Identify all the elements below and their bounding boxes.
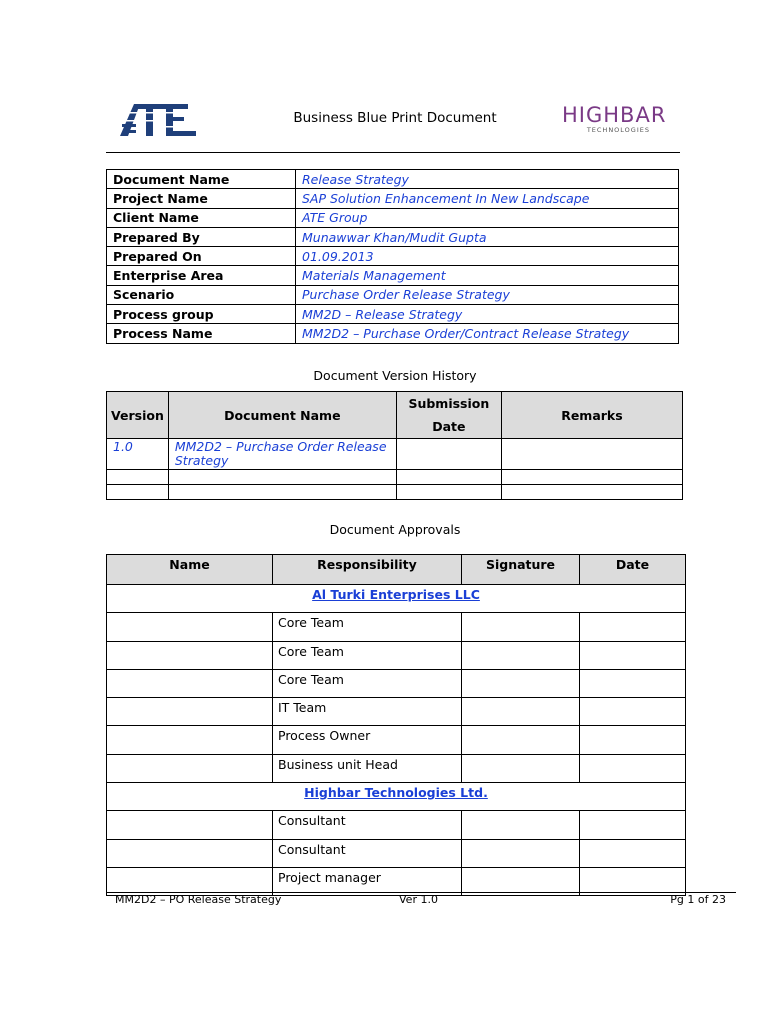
signature-header: Signature <box>462 555 580 585</box>
date-cell <box>396 439 501 470</box>
responsibility-cell: Core Team <box>273 669 462 697</box>
date-cell <box>580 726 686 754</box>
table-row <box>107 641 686 669</box>
info-label: Prepared By <box>107 227 296 246</box>
submission-label: Submission <box>408 396 490 411</box>
info-value: Materials Management <box>296 266 679 285</box>
info-label: Client Name <box>107 208 296 227</box>
submission-date-header <box>396 392 501 439</box>
signature-cell <box>462 698 580 726</box>
name-cell <box>107 669 273 697</box>
doc-name-cell: MM2D2 – Purchase Order Release Strategy <box>168 439 396 470</box>
responsibility-cell: Consultant <box>273 839 462 867</box>
empty-cell <box>396 470 501 485</box>
info-row <box>107 208 679 227</box>
date-cell <box>580 669 686 697</box>
empty-cell <box>396 485 501 500</box>
responsibility-cell: Business unit Head <box>273 754 462 782</box>
info-value: ATE Group <box>296 208 679 227</box>
document-name-header: Document Name <box>168 392 396 439</box>
empty-cell <box>501 470 682 485</box>
date-cell <box>580 698 686 726</box>
approvals-table <box>106 554 686 896</box>
responsibility-header: Responsibility <box>273 555 462 585</box>
org-row <box>107 783 686 811</box>
signature-cell <box>462 726 580 754</box>
info-row <box>107 247 679 266</box>
empty-cell <box>107 485 169 500</box>
footer-page-number: Pg 1 of 23 <box>670 893 726 906</box>
name-cell <box>107 811 273 839</box>
signature-cell <box>462 669 580 697</box>
footer-version: Ver 1.0 <box>399 893 438 906</box>
version-history-table <box>106 391 683 500</box>
table-row <box>107 754 686 782</box>
info-value: MM2D – Release Strategy <box>296 305 679 324</box>
responsibility-cell: Consultant <box>273 811 462 839</box>
info-value: MM2D2 – Purchase Order/Contract Release Strategy <box>296 324 679 343</box>
info-label: Scenario <box>107 285 296 304</box>
date-cell <box>580 613 686 641</box>
org-link[interactable]: Al Turki Enterprises LLC <box>107 585 686 613</box>
approvals-caption: Document Approvals <box>329 522 461 537</box>
responsibility-cell: IT Team <box>273 698 462 726</box>
empty-cell <box>107 470 169 485</box>
info-label: Enterprise Area <box>107 266 296 285</box>
info-value: SAP Solution Enhancement In New Landscape <box>296 189 679 208</box>
name-cell <box>107 641 273 669</box>
name-header: Name <box>107 555 273 585</box>
info-row <box>107 305 679 324</box>
remarks-cell <box>501 439 682 470</box>
version-header: Version <box>107 392 169 439</box>
document-header-title: Business Blue Print Document <box>293 110 497 126</box>
info-row <box>107 324 679 343</box>
info-value: Release Strategy <box>296 170 679 189</box>
table-row <box>107 698 686 726</box>
info-label: Process group <box>107 305 296 324</box>
date-header: Date <box>580 555 686 585</box>
empty-cell <box>168 485 396 500</box>
signature-cell <box>462 641 580 669</box>
date-cell <box>580 811 686 839</box>
table-row <box>107 470 683 485</box>
info-value: 01.09.2013 <box>296 247 679 266</box>
table-row <box>107 439 683 470</box>
table-row <box>107 485 683 500</box>
signature-cell <box>462 754 580 782</box>
highbar-logo-sub: TECHNOLOGIES <box>586 126 650 134</box>
signature-cell <box>462 839 580 867</box>
responsibility-cell: Core Team <box>273 613 462 641</box>
info-row <box>107 170 679 189</box>
empty-cell <box>501 485 682 500</box>
info-label: Process Name <box>107 324 296 343</box>
footer-doc-ref: MM2D2 – PO Release Strategy <box>115 893 282 906</box>
empty-cell <box>168 470 396 485</box>
version-cell: 1.0 <box>107 439 169 470</box>
responsibility-cell: Process Owner <box>273 726 462 754</box>
org-row <box>107 585 686 613</box>
info-label: Document Name <box>107 170 296 189</box>
signature-cell <box>462 613 580 641</box>
info-row <box>107 285 679 304</box>
signature-cell <box>462 811 580 839</box>
ate-logo <box>118 100 202 140</box>
name-cell <box>107 839 273 867</box>
info-label: Prepared On <box>107 247 296 266</box>
info-label: Project Name <box>107 189 296 208</box>
responsibility-cell: Project manager <box>273 867 462 895</box>
remarks-header: Remarks <box>501 392 682 439</box>
header-divider <box>106 152 680 153</box>
name-cell <box>107 698 273 726</box>
date-cell <box>580 754 686 782</box>
table-row <box>107 613 686 641</box>
version-history-caption: Document Version History <box>313 368 477 383</box>
table-row <box>107 811 686 839</box>
info-row <box>107 189 679 208</box>
responsibility-cell: Core Team <box>273 641 462 669</box>
table-row <box>107 669 686 697</box>
date-cell <box>580 839 686 867</box>
info-row <box>107 266 679 285</box>
highbar-logo <box>562 104 674 136</box>
document-info-table <box>106 169 679 344</box>
name-cell <box>107 613 273 641</box>
name-cell <box>107 726 273 754</box>
name-cell <box>107 754 273 782</box>
table-row <box>107 839 686 867</box>
info-value: Purchase Order Release Strategy <box>296 285 679 304</box>
table-row <box>107 726 686 754</box>
date-cell <box>580 641 686 669</box>
info-row <box>107 227 679 246</box>
highbar-logo-brand: HIGHBAR <box>562 103 667 127</box>
info-value: Munawwar Khan/Mudit Gupta <box>296 227 679 246</box>
org-link[interactable]: Highbar Technologies Ltd. <box>107 783 686 811</box>
date-label: Date <box>432 419 466 434</box>
